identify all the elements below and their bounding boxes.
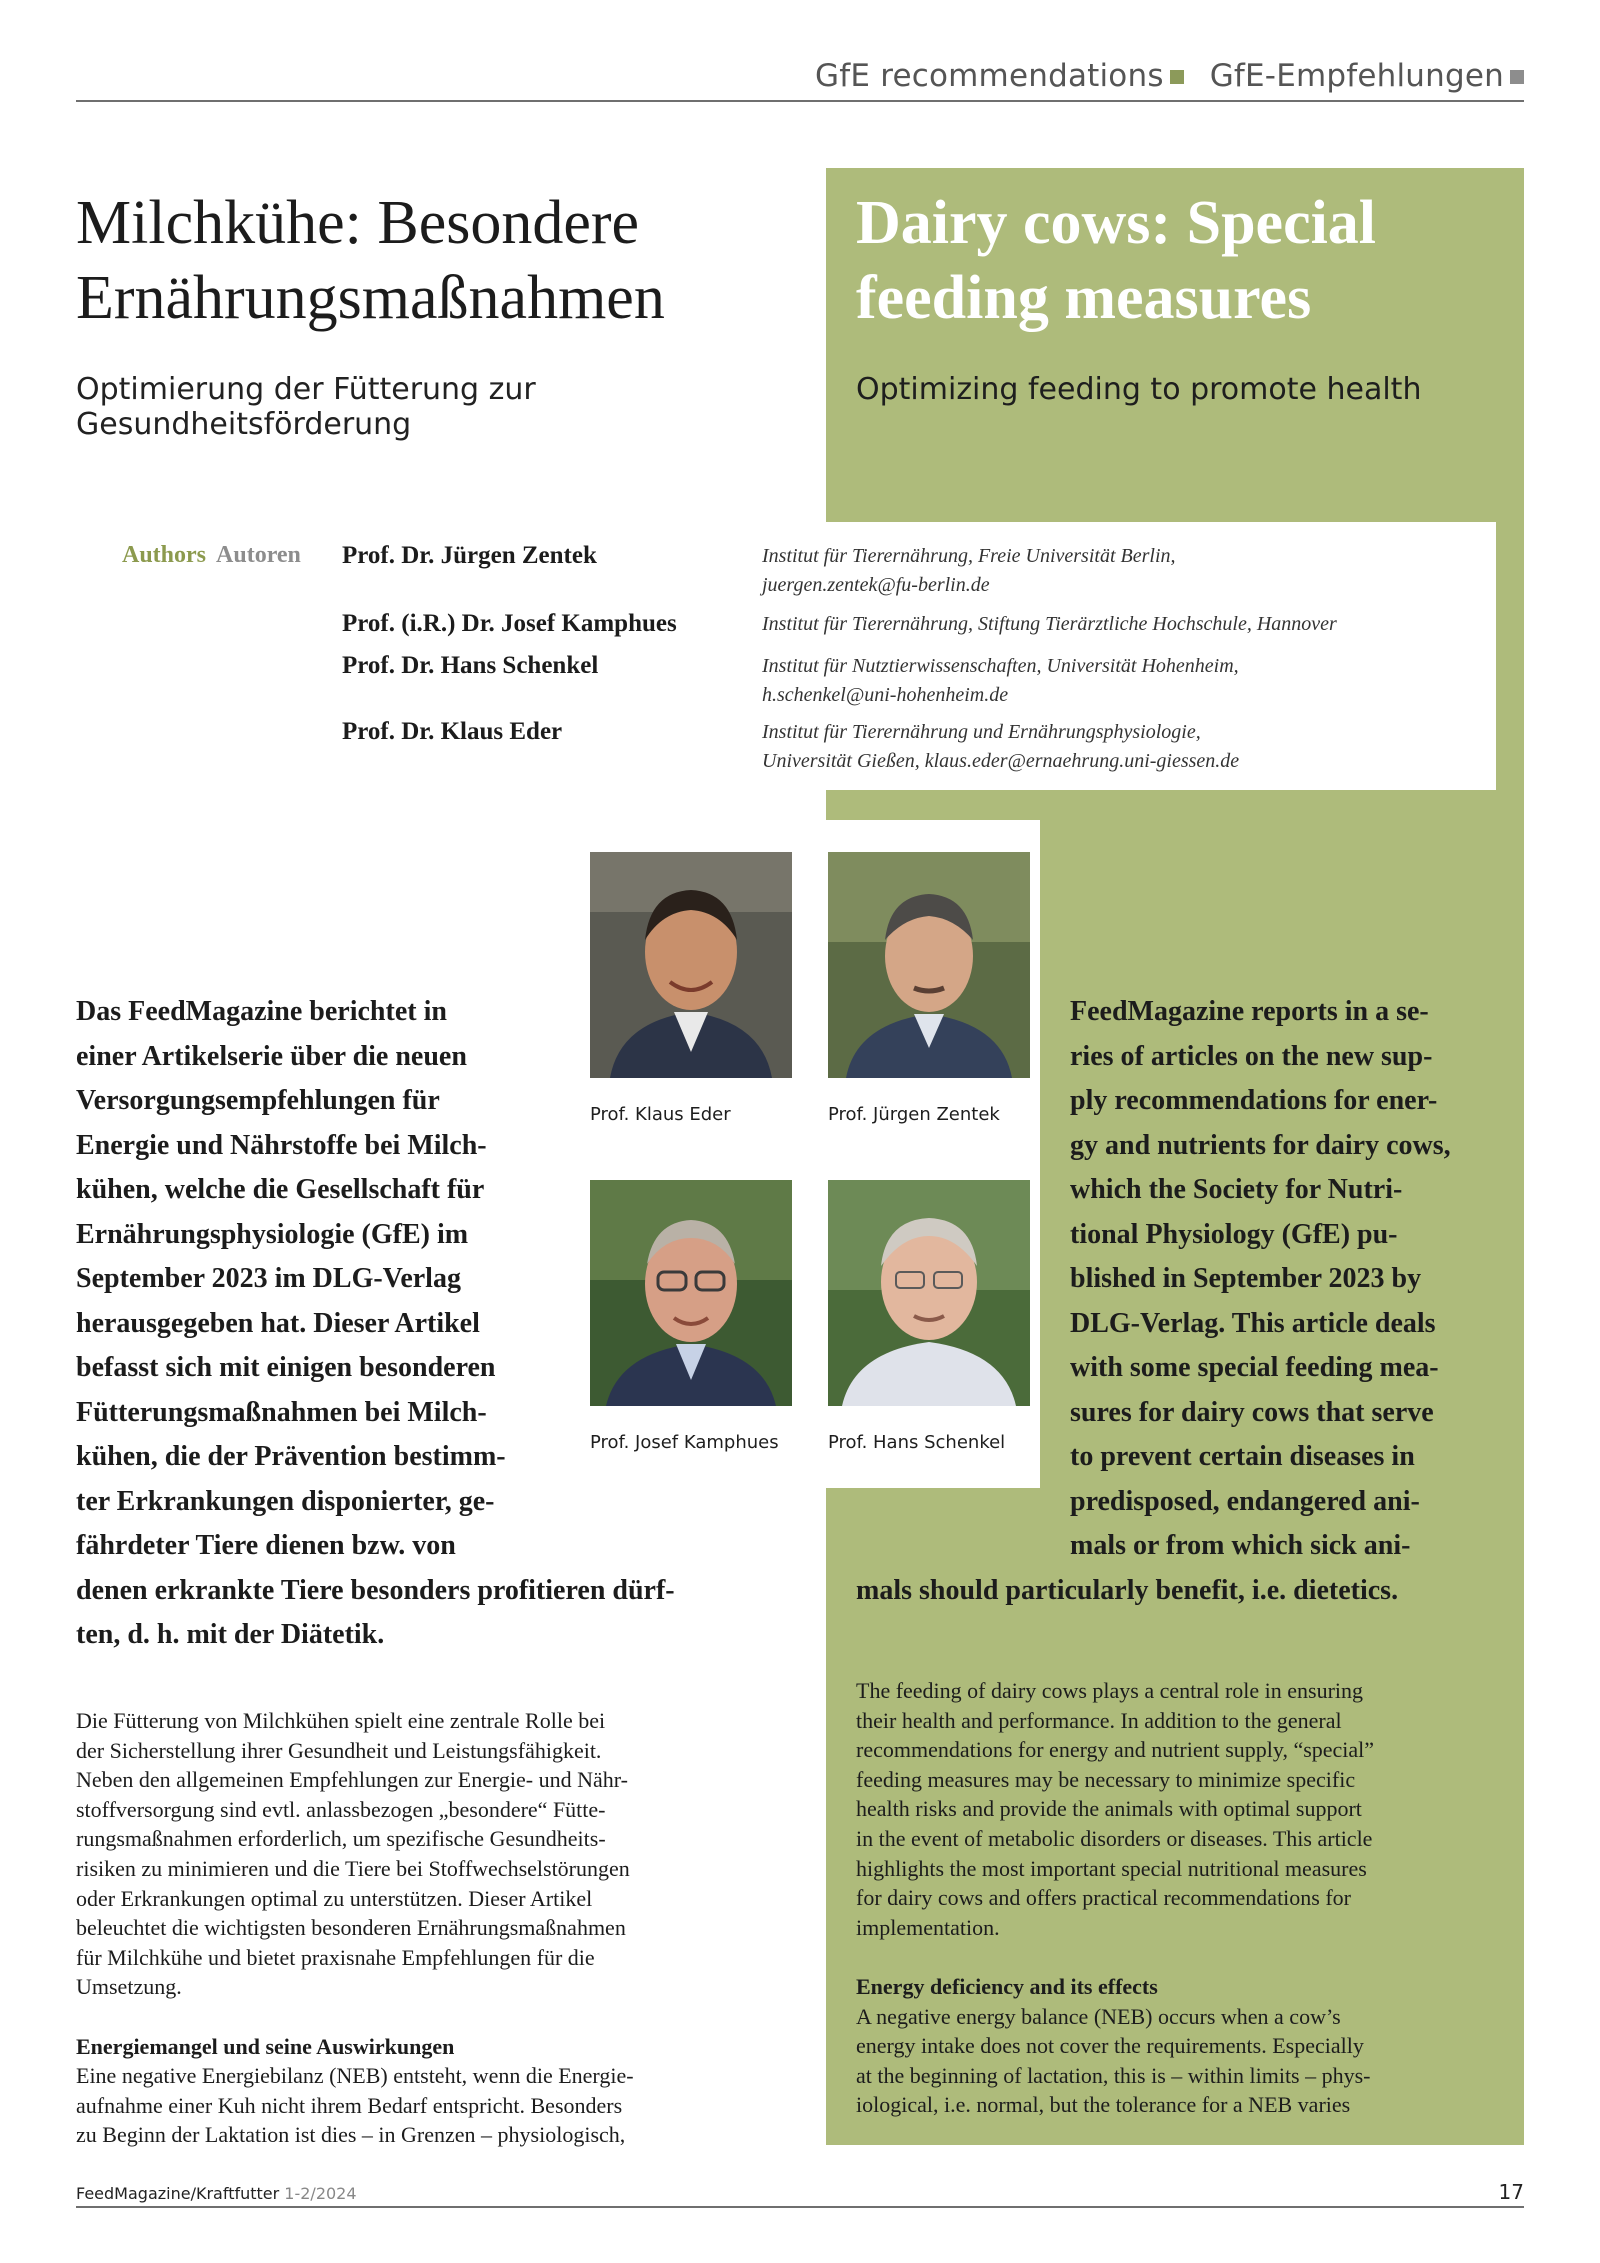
body-text-en: The feeding of dairy cows plays a central role in ensuring their health and performance. In addition to the general recommendations for energy and nutrient supply, “special” feeding measures may be necessary to minimize specific health risks and provide the animals with optimal support in the event of metabolic disorders or diseases. This article highlights the most important special nutritional measures for dairy cows and offers practical recommendations for implementation. Energy deficiency and its effects A negative energy balance (NEB) occurs when a cow’s energy intake does not cover the requirements. Especially at the beginning of lactation, this is – within limits – phys- iological, i.e. normal, but the tolerance for a NEB varies: [856, 1676, 1516, 2120]
author-name: Prof. Dr. Jürgen Zentek: [342, 542, 597, 569]
author-affiliation: Institut für Tierernährung, Stiftung Tierärztliche Hochschule, Hannover: [762, 613, 1337, 635]
header-tag-de: GfE-Empfehlungen: [1209, 58, 1504, 94]
page-title-de: Milchkühe: Besondere Ernährungsmaßnahmen: [76, 189, 665, 332]
photo-caption: Prof. Jürgen Zentek: [828, 1104, 1000, 1125]
section-heading-de: Energiemangel und seine Auswirkungen: [76, 2033, 455, 2059]
green-square-icon: [1170, 70, 1184, 84]
header-tag-en: GfE recommendations: [815, 58, 1164, 94]
authors-label: Authors Autoren: [122, 542, 301, 568]
gray-square-icon: [1510, 70, 1524, 84]
photo-caption: Prof. Josef Kamphues: [590, 1432, 779, 1453]
header-divider: [76, 100, 1524, 102]
author-affiliation: Institut für Tierernährung, Freie Universität Berlin, juergen.zentek@fu-berlin.de: [762, 542, 1502, 600]
body-text-de: Die Fütterung von Milchkühen spielt eine zentrale Rolle bei der Sicherstellung ihrer Gesundheit und Leistungsfähigkeit. Neben den allgemeinen Empfehlungen zur Energie- und Nähr- stoffversorgung sind evtl. anlassbezogen „besondere“ Fütte- rungsmaßnahmen erforderlich, um spezifische Gesundheits- risiken zu minimieren und die Tiere bei Stoffwechselstörungen oder Erkrankungen optimal zu unterstützen. Dieser Artikel beleuchtet die wichtigsten besonderen Ernährungsmaßnahmen für Milchkühe und bietet praxisnahe Empfehlungen für die Umsetzung. Energiemangel und seine Auswirkungen Eine negative Energiebilanz (NEB) entsteht, wenn die Energie- aufnahme einer Kuh nicht ihrem Bedarf entspricht. Besonders zu Beginn der Laktation ist dies – in Grenzen – physiologisch,: [76, 1706, 816, 2150]
header-section-tags: [815, 58, 1524, 94]
author-email[interactable]: juergen.zentek@fu-berlin.de: [762, 574, 990, 596]
lead-paragraph-en: FeedMagazine reports in a se- ries of articles on the new sup- ply recommendations for ener- gy and nutrients for dairy cows, which the Society for Nutri- tional Physiology (GfE) pu- blished in September 2023 by DLG-Verlag. This article deals with some special feeding mea- sures for dairy cows that serve to prevent certain diseases in predisposed, endangered ani- mals or from which sick ani- mals should particularly benefit, i.e. dietetics.: [856, 996, 1451, 1606]
footer-divider: [76, 2206, 1524, 2208]
author-email[interactable]: Universität Gießen, klaus.eder@ernaehrung.uni-giessen.de: [762, 750, 1240, 772]
footer-publication: FeedMagazine/Kraftfutter 1-2/2024: [76, 2184, 357, 2203]
author-email[interactable]: h.schenkel@uni-hohenheim.de: [762, 684, 1009, 706]
section-heading-en: Energy deficiency and its effects: [856, 1973, 1158, 1999]
footer-issue: 1-2/2024: [284, 2184, 357, 2203]
author-affiliation: Institut für Tierernährung und Ernährungsphysiologie, Universität Gießen, klaus.eder@ernaehrung.uni-giessen.de: [762, 718, 1502, 776]
subtitle-de: Optimierung der Fütterung zur Gesundheitsförderung: [76, 372, 536, 442]
lead-paragraph-de: Das FeedMagazine berichtet in einer Artikelserie über die neuen Versorgungsempfehlungen für Energie und Nährstoffe bei Milch- kühen, welche die Gesellschaft für Ernährungsphysiologie (GfE) im September 2023 im DLG-Verlag herausgegeben hat. Dieser Artikel befasst sich mit einigen besonderen Fütterungsmaßnahmen bei Milch- kühen, die der Prävention bestimm- ter Erkrankungen disponierter, ge- fährdeter Tiere dienen bzw. von denen erkrankte Tiere besonders profitieren dürf- ten, d. h. mit der Diätetik.: [76, 996, 675, 1650]
photo-caption: Prof. Hans Schenkel: [828, 1432, 1006, 1453]
page-title-en: Dairy cows: Special feeding measures: [856, 189, 1377, 332]
author-name: Prof. Dr. Hans Schenkel: [342, 652, 599, 679]
author-affiliation: Institut für Nutztierwissenschaften, Universität Hohenheim, h.schenkel@uni-hohenheim.de: [762, 652, 1502, 710]
page-number: 17: [1498, 2180, 1524, 2204]
author-name: Prof. (i.R.) Dr. Josef Kamphues: [342, 610, 677, 637]
photo-caption: Prof. Klaus Eder: [590, 1104, 731, 1125]
subtitle-en: Optimizing feeding to promote health: [856, 372, 1422, 407]
author-name: Prof. Dr. Klaus Eder: [342, 718, 563, 745]
